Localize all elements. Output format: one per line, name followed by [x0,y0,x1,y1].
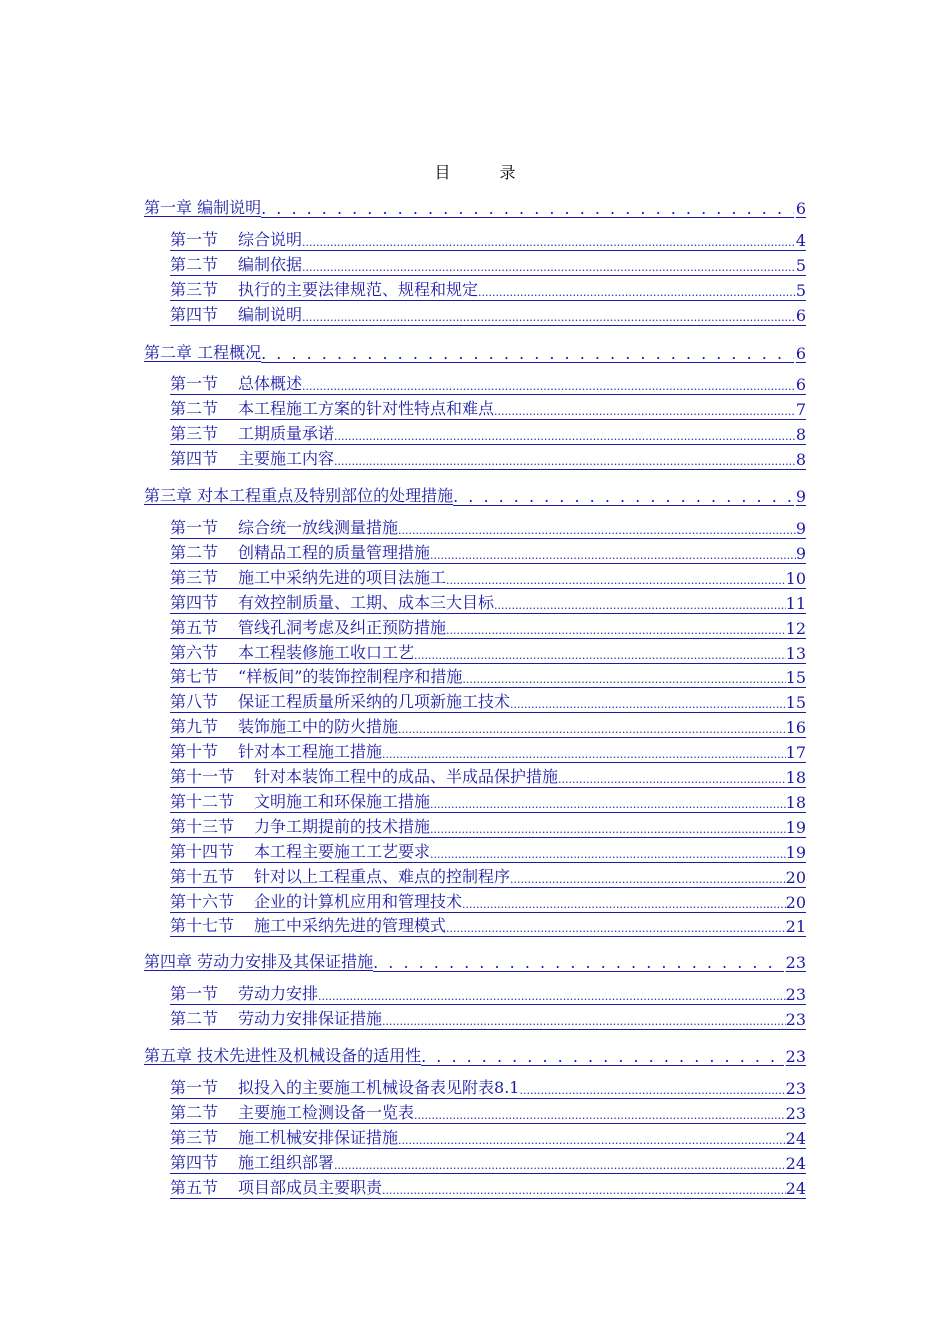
section-title: 文明施工和环保施工措施 [254,791,431,811]
section-title: 装饰施工中的防火措施 [238,717,399,737]
section-number: 第十一节 [170,767,235,786]
toc-section-link[interactable] [170,740,806,763]
section-title: 执行的主要法律规范、规程和规定 [238,279,479,299]
chapter-title: 第三章 对本工程重点及特别部位的处理措施 [144,486,454,505]
dot-leader [446,624,786,638]
section-page-number: 11 [785,593,806,613]
section-number: 第二节 [170,1008,219,1028]
section-number: 第四节 [170,1152,219,1172]
dot-leader [558,773,786,787]
toc-title: 目 录 [434,163,538,182]
section-page-number: 15 [785,668,806,688]
section-number: 第二节 [170,398,219,418]
toc-section-link[interactable] [170,566,806,589]
toc-section-link[interactable] [170,690,806,713]
toc-chapter-link[interactable] [144,1040,806,1066]
section-page-number: 20 [785,867,806,887]
section-page-number: 8 [795,449,806,469]
dot-leader [462,898,786,912]
section-page-number: 20 [785,892,806,912]
section-page-number: 17 [785,743,806,763]
section-page-number: 19 [785,842,806,862]
section-title: 施工中采纳先进的管理模式 [254,916,447,936]
section-page-number: 16 [785,718,806,738]
section-title: “样板间”的装饰控制程序和措施 [238,667,463,687]
toc-section-link[interactable] [170,1126,806,1149]
section-page-number: 9 [795,519,806,538]
toc-section-link[interactable] [170,1176,806,1199]
dot-leader [494,599,786,613]
dot-leader [494,405,796,419]
section-page-number: 23 [785,985,806,1004]
section-title: 主要施工检测设备一览表 [238,1102,415,1122]
section-number: 第十四节 [170,841,235,861]
section-title: 力争工期提前的技术措施 [254,816,431,836]
section-number: 第二节 [170,254,219,274]
section-title: 本工程主要施工工艺要求 [254,841,431,861]
toc-chapter-link[interactable] [144,192,806,218]
dot-leader [462,673,785,687]
section-page-number: 24 [785,1128,806,1148]
toc-section-link[interactable] [170,278,806,301]
dot-leader [318,990,786,1004]
section-page-number: 5 [795,255,806,275]
section-title: 编制依据 [238,254,303,274]
toc-section-link[interactable] [170,422,806,445]
toc-section-link[interactable] [170,765,806,788]
dot-leader [430,798,786,812]
section-title: 工期质量承诺 [238,423,335,443]
toc-section-link[interactable] [170,447,806,470]
chapter-page-number: 23 [785,1047,806,1066]
section-page-number: 18 [785,792,806,812]
section-number: 第一节 [170,518,219,537]
toc-chapter-link[interactable] [144,337,806,363]
dot-leader [302,236,796,250]
section-title: 总体概述 [238,374,303,393]
section-title: 本工程装修施工收口工艺 [238,642,415,662]
section-page-number: 24 [785,1153,806,1173]
section-number: 第十节 [170,742,219,762]
toc-section-link[interactable] [170,253,806,276]
toc-section-link[interactable] [170,516,806,539]
dot-leader [398,524,796,538]
dot-leader [446,574,786,588]
toc-chapter-link[interactable] [144,946,806,972]
section-number: 第二节 [170,542,219,562]
section-page-number: 18 [785,768,806,787]
dot-leader [510,873,786,887]
dot-leader [414,649,786,663]
chapter-page-number: 6 [795,344,806,363]
dot-leader [430,848,786,862]
section-page-number: 10 [785,568,806,588]
section-page-number: 23 [785,1079,806,1098]
dot-leader [261,199,794,218]
section-title: 项目部成员主要职责 [238,1177,383,1197]
section-page-number: 9 [795,543,806,563]
section-number: 第十六节 [170,891,235,911]
section-number: 第三节 [170,567,219,587]
section-number: 第四节 [170,448,219,468]
dot-leader [430,549,796,563]
section-number: 第十七节 [170,916,235,936]
toc-section-link[interactable] [170,982,806,1005]
dot-leader [398,1134,786,1148]
section-title: 编制说明 [238,304,303,324]
toc-section-link[interactable] [170,616,806,639]
dot-leader [382,748,786,762]
dot-leader [519,1084,785,1098]
section-number: 第一节 [170,374,219,393]
section-page-number: 7 [795,399,806,419]
section-title: 综合统一放线测量措施 [238,518,399,537]
section-page-number: 4 [795,231,806,250]
section-title: 创精品工程的质量管理措施 [238,542,431,562]
dot-leader [302,311,796,325]
dot-leader [446,922,786,936]
toc-section-link[interactable] [170,591,806,614]
section-number: 第十三节 [170,816,235,836]
chapter-title: 第四章 劳动力安排及其保证措施 [144,952,374,971]
section-number: 第五节 [170,1177,219,1197]
section-number: 第一节 [170,984,219,1003]
chapter-page-number: 6 [795,199,806,218]
dot-leader [334,430,796,444]
dot-leader [430,823,786,837]
dot-leader [398,723,786,737]
section-title: 劳动力安排 [238,984,319,1003]
dot-leader [373,953,784,972]
dot-leader [334,455,796,469]
dot-leader [334,1159,786,1173]
section-page-number: 23 [785,1009,806,1029]
section-number: 第二节 [170,1102,219,1122]
toc-section-link[interactable] [170,665,806,688]
toc-section-link[interactable] [170,397,806,420]
dot-leader [382,1184,786,1198]
section-title: 本工程施工方案的针对性特点和难点 [238,398,495,418]
section-title: 施工机械安排保证措施 [238,1127,399,1147]
dot-leader [414,1109,786,1123]
section-title: 施工组织部署 [238,1152,335,1172]
chapter-title: 第二章 工程概况 [144,343,262,362]
chapter-page-number: 23 [785,953,806,972]
toc-section-link[interactable] [170,372,806,395]
section-page-number: 5 [795,280,806,300]
section-number: 第四节 [170,304,219,324]
toc-section-link[interactable] [170,890,806,913]
section-number: 第七节 [170,667,219,687]
section-title: 针对本工程施工措施 [238,742,383,762]
toc-section-link[interactable] [170,1076,806,1099]
section-number: 第六节 [170,642,219,662]
toc-section-link[interactable] [170,865,806,888]
dot-leader [478,286,796,300]
section-page-number: 6 [795,305,806,325]
dot-leader [302,380,796,394]
section-number: 第五节 [170,617,219,637]
toc-section-link[interactable] [170,715,806,738]
section-title: 企业的计算机应用和管理技术 [254,891,463,911]
toc-section-link[interactable] [170,815,806,838]
section-page-number: 13 [785,643,806,663]
section-number: 第三节 [170,279,219,299]
section-title: 拟投入的主要施工机械设备表见附表8.1 [238,1078,520,1097]
dot-leader [382,1015,786,1029]
dot-leader [453,487,794,506]
chapter-page-number: 9 [795,487,806,506]
section-title: 主要施工内容 [238,448,335,468]
section-page-number: 8 [795,424,806,444]
section-title: 保证工程质量所采纳的几项新施工技术 [238,692,511,712]
section-title: 施工中采纳先进的项目法施工 [238,567,447,587]
section-number: 第三节 [170,1127,219,1147]
section-number: 第三节 [170,423,219,443]
section-title: 管线孔洞考虑及纠正预防措施 [238,617,447,637]
toc-section-link[interactable] [170,303,806,326]
section-title: 综合说明 [238,230,303,249]
section-page-number: 12 [785,618,806,638]
toc-section-link[interactable] [170,1151,806,1174]
toc-section-link[interactable] [170,541,806,564]
section-page-number: 19 [785,817,806,837]
section-page-number: 6 [795,375,806,394]
dot-leader [510,698,786,712]
section-number: 第十二节 [170,791,235,811]
section-title: 劳动力安排保证措施 [238,1008,383,1028]
section-page-number: 15 [785,693,806,713]
section-page-number: 21 [785,917,806,937]
section-number: 第九节 [170,717,219,737]
toc-section-link[interactable] [170,1007,806,1030]
section-number: 第八节 [170,692,219,712]
section-number: 第一节 [170,1078,219,1097]
section-title: 针对本装饰工程中的成品、半成品保护措施 [254,767,559,786]
toc-section-link[interactable] [170,1101,806,1124]
chapter-title: 第五章 技术先进性及机械设备的适用性 [144,1046,422,1065]
toc-chapter-link[interactable] [144,480,806,506]
section-title: 有效控制质量、工期、成本三大目标 [238,592,495,612]
dot-leader [261,344,794,363]
section-number: 第一节 [170,230,219,249]
toc-section-link[interactable] [170,840,806,863]
section-number: 第四节 [170,592,219,612]
toc-section-link[interactable] [170,641,806,664]
section-title: 针对以上工程重点、难点的控制程序 [254,866,511,886]
section-page-number: 23 [785,1103,806,1123]
dot-leader [421,1047,784,1066]
section-number: 第十五节 [170,866,235,886]
toc-section-link[interactable] [170,914,806,937]
toc-section-link[interactable] [170,228,806,251]
toc-section-link[interactable] [170,790,806,813]
chapter-title: 第一章 编制说明 [144,198,262,217]
dot-leader [302,261,796,275]
section-page-number: 24 [785,1178,806,1198]
